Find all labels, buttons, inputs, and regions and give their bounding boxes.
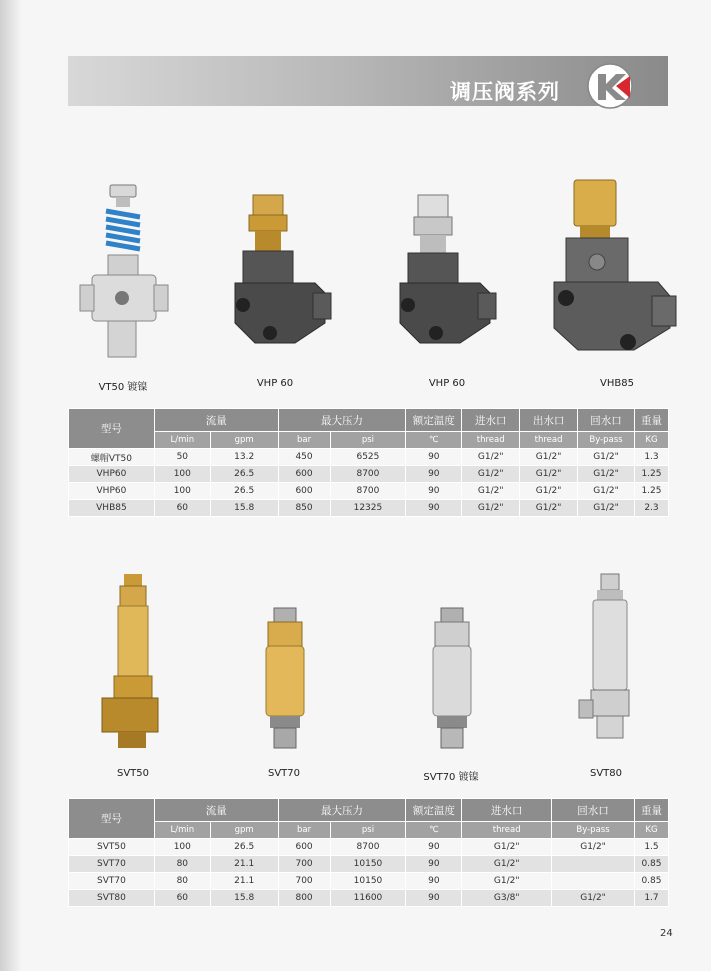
header-outlet: 出水口: [520, 409, 578, 432]
header-pressure: 最大压力: [278, 799, 406, 822]
unit-lmin: L/min: [154, 822, 210, 839]
header-temp: 额定温度: [406, 409, 462, 432]
cell-lmin: 60: [154, 500, 210, 517]
unit-bypass: By-pass: [578, 432, 635, 449]
cell-weight: 1.5: [634, 839, 668, 856]
cell-bypass: G1/2": [578, 449, 635, 466]
cell-inlet: G1/2": [462, 856, 552, 873]
brand-logo-icon: [580, 60, 656, 110]
cell-lmin: 50: [154, 449, 210, 466]
cell-psi: 8700: [330, 466, 406, 483]
unit-psi: psi: [330, 432, 406, 449]
cell-lmin: 100: [154, 483, 210, 500]
cell-temp: 90: [406, 466, 462, 483]
vhp60-valve-brass-image: [225, 193, 335, 363]
page-number: 24: [660, 928, 673, 939]
cell-bar: 600: [278, 483, 330, 500]
unit-outlet: thread: [520, 432, 578, 449]
unit-inlet: thread: [462, 432, 520, 449]
cell-bar: 600: [278, 466, 330, 483]
cell-bar: 850: [278, 500, 330, 517]
cell-temp: 90: [406, 856, 462, 873]
table-row: [69, 873, 669, 890]
unit-bypass: By-pass: [552, 822, 635, 839]
cell-temp: 90: [406, 873, 462, 890]
vt50-valve-image: [78, 183, 173, 363]
page-edge-shadow: [0, 0, 22, 971]
unit-inlet: thread: [462, 822, 552, 839]
cell-gpm: 15.8: [210, 890, 278, 907]
product-label-svt70-nickel: SVT70 镀镍: [423, 772, 479, 783]
cell-model: SVT50: [69, 839, 155, 856]
table-row: [69, 500, 669, 517]
cell-outlet: G1/2": [520, 466, 578, 483]
table-row: [69, 483, 669, 500]
cell-bypass: [552, 873, 635, 890]
cell-temp: 90: [406, 449, 462, 466]
cell-model: SVT80: [69, 890, 155, 907]
vhb85-valve-image: [548, 178, 688, 363]
table-row: [69, 449, 669, 466]
cell-psi: 8700: [330, 483, 406, 500]
unit-weight: KG: [634, 822, 668, 839]
cell-inlet: G1/2": [462, 466, 520, 483]
unit-lmin: L/min: [154, 432, 210, 449]
cell-lmin: 100: [154, 839, 210, 856]
header-inlet: 进水口: [462, 799, 552, 822]
cell-weight: 1.25: [634, 483, 668, 500]
spec-table-1: [68, 408, 669, 517]
cell-bar: 800: [278, 890, 330, 907]
cell-bypass: G1/2": [578, 483, 635, 500]
header-weight: 重量: [634, 409, 668, 432]
unit-bar: bar: [278, 822, 330, 839]
spec-table-2: [68, 798, 669, 907]
cell-weight: 1.7: [634, 890, 668, 907]
table-row: [69, 856, 669, 873]
product-label-svt80: SVT80: [589, 768, 623, 779]
cell-gpm: 21.1: [210, 856, 278, 873]
cell-bar: 450: [278, 449, 330, 466]
page-title: 调压阀系列: [450, 80, 560, 104]
cell-temp: 90: [406, 890, 462, 907]
header-banner: [68, 56, 668, 106]
cell-weight: 1.3: [634, 449, 668, 466]
cell-model: VHB85: [69, 500, 155, 517]
header-model: 型号: [69, 409, 155, 449]
cell-bar: 700: [278, 856, 330, 873]
svt70-valve-nickel-image: [425, 606, 480, 751]
cell-lmin: 60: [154, 890, 210, 907]
cell-gpm: 21.1: [210, 873, 278, 890]
cell-gpm: 26.5: [210, 839, 278, 856]
cell-bypass: G1/2": [578, 466, 635, 483]
product-label-vt50: VT50 镀镍: [98, 382, 148, 393]
header-model: 型号: [69, 799, 155, 839]
cell-weight: 0.85: [634, 856, 668, 873]
product-label-vhp60-brass: VHP 60: [256, 378, 294, 389]
cell-weight: 0.85: [634, 873, 668, 890]
cell-psi: 8700: [330, 839, 406, 856]
cell-bypass: G1/2": [552, 839, 635, 856]
cell-lmin: 80: [154, 873, 210, 890]
cell-bypass: G1/2": [552, 890, 635, 907]
header-bypass: 回水口: [578, 409, 635, 432]
product-label-vhb85: VHB85: [600, 378, 634, 389]
svt50-valve-image: [98, 572, 168, 752]
cell-outlet: G1/2": [520, 449, 578, 466]
product-label-svt70-brass: SVT70: [267, 768, 301, 779]
cell-model: SVT70: [69, 873, 155, 890]
unit-bar: bar: [278, 432, 330, 449]
cell-inlet: G1/2": [462, 839, 552, 856]
header-weight: 重量: [634, 799, 668, 822]
cell-bar: 700: [278, 873, 330, 890]
cell-outlet: G1/2": [520, 483, 578, 500]
cell-inlet: G1/2": [462, 500, 520, 517]
cell-inlet: G1/2": [462, 873, 552, 890]
cell-model: SVT70: [69, 856, 155, 873]
cell-bar: 600: [278, 839, 330, 856]
cell-temp: 90: [406, 483, 462, 500]
cell-bypass: [552, 856, 635, 873]
cell-inlet: G3/8": [462, 890, 552, 907]
header-temp: 额定温度: [406, 799, 462, 822]
cell-gpm: 15.8: [210, 500, 278, 517]
svt70-valve-brass-image: [258, 606, 313, 751]
cell-temp: 90: [406, 839, 462, 856]
header-flow: 流量: [154, 799, 278, 822]
cell-psi: 11600: [330, 890, 406, 907]
unit-temp: ℃: [406, 822, 462, 839]
cell-inlet: G1/2": [462, 449, 520, 466]
header-bypass: 回水口: [552, 799, 635, 822]
unit-gpm: gpm: [210, 432, 278, 449]
table-row: [69, 839, 669, 856]
header-pressure: 最大压力: [278, 409, 406, 432]
cell-bypass: G1/2": [578, 500, 635, 517]
svt80-valve-image: [575, 572, 645, 752]
unit-gpm: gpm: [210, 822, 278, 839]
cell-lmin: 100: [154, 466, 210, 483]
cell-psi: 12325: [330, 500, 406, 517]
header-inlet: 进水口: [462, 409, 520, 432]
cell-gpm: 26.5: [210, 466, 278, 483]
cell-model: VHP60: [69, 483, 155, 500]
vhp60-valve-steel-image: [392, 193, 502, 363]
cell-psi: 10150: [330, 856, 406, 873]
cell-psi: 10150: [330, 873, 406, 890]
cell-weight: 1.25: [634, 466, 668, 483]
header-flow: 流量: [154, 409, 278, 432]
cell-weight: 2.3: [634, 500, 668, 517]
product-label-vhp60-steel: VHP 60: [428, 378, 466, 389]
cell-psi: 6525: [330, 449, 406, 466]
table-row: [69, 890, 669, 907]
product-label-svt50: SVT50: [116, 768, 150, 779]
cell-gpm: 26.5: [210, 483, 278, 500]
unit-temp: ℃: [406, 432, 462, 449]
cell-lmin: 80: [154, 856, 210, 873]
cell-temp: 90: [406, 500, 462, 517]
cell-model: VHP60: [69, 466, 155, 483]
cell-outlet: G1/2": [520, 500, 578, 517]
unit-psi: psi: [330, 822, 406, 839]
cell-inlet: G1/2": [462, 483, 520, 500]
table-row: [69, 466, 669, 483]
unit-weight: KG: [634, 432, 668, 449]
cell-gpm: 13.2: [210, 449, 278, 466]
cell-model: 螺帽VT50: [69, 449, 155, 466]
